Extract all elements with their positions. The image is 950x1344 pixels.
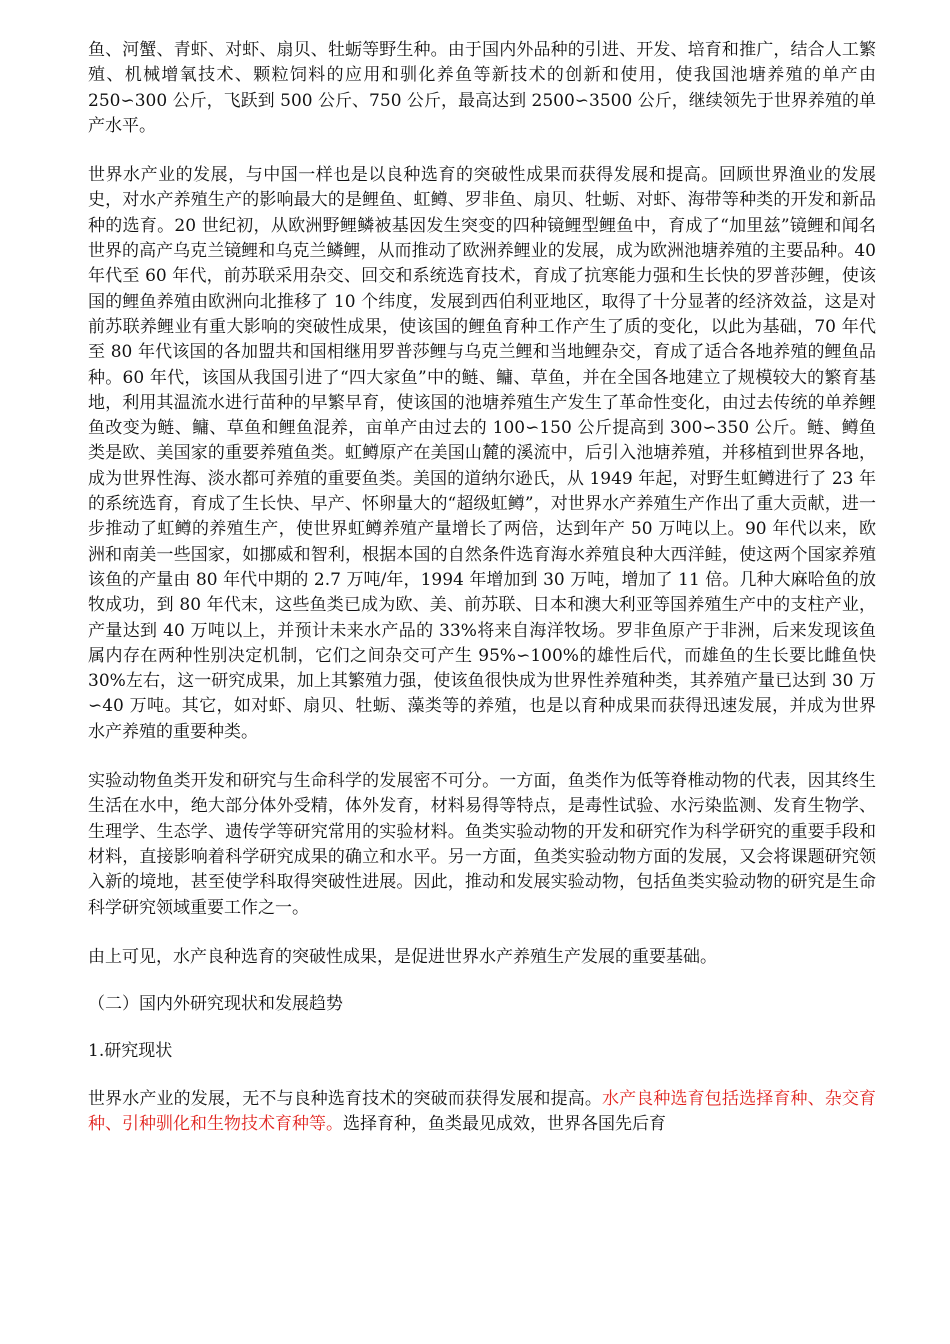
paragraph-tail-text: 选择育种，鱼类最见成效，世界各国先后育 (343, 1113, 666, 1134)
subsection-heading: 1.研究现状 (88, 1041, 173, 1062)
section-heading: （二）国内外研究现状和发展趋势 (88, 994, 343, 1015)
paragraph-research-status (88, 1087, 876, 1138)
document-page (88, 38, 876, 1161)
paragraph-conclusion: 由上可见，水产良种选育的突破性成果，是促进世界水产养殖生产发展的重要基础。 (88, 946, 717, 967)
paragraph-lab-fish: 实验动物鱼类开发和研究与生命科学的发展密不可分。一方面，鱼类作为低等脊椎动物的代表，因其终生生活在水中，绝大部分体外受精，体外发育，材料易得等特点，是毒性试验、水污染监测、发育生物学、生理学、生态学、遗传学等研究常用的实验材料。鱼类实验动物的开发和研究作为科学研究的重要手段和材料，直接影响着科学研究成果的确立和水平。另一方面，鱼类实验动物方面的发展，又会将课题研究领入新的境地，甚至使学科取得突破性进展。因此，推动和发展实验动物，包括鱼类实验动物的研究是生命科学研究领域重要工作之一。 (88, 771, 876, 918)
paragraph-world-aquaculture: 世界水产业的发展，与中国一样也是以良种选育的突破性成果而获得发展和提高。回顾世界渔业的发展史，对水产养殖生产的影响最大的是鲤鱼、虹鳟、罗非鱼、扇贝、牡蛎、对虾、海带等种类的开发和新品种的选育。20 世纪初，从欧洲野鲤鳞被基因发生突变的四种镜鲤型鲤鱼中，育成了“加里兹”镜鲤和闻名世界的高产乌克兰镜鲤和乌克兰鳞鲤，从而推动了欧洲养鲤业的发展，成为欧洲池塘养殖的主要品种。40 年代至 60 年代，前苏联采用杂交、回交和系统选育技术，育成了抗寒能力强和生长快的罗普莎鲤，使该国的鲤鱼养殖由欧洲向北推移了 10 个纬度，发展到西伯利亚地区，取得了十分显著的经济效益，这是对前苏联养鲤业有重大影响的突破性成果，使该国的鲤鱼育种工作产生了质的变化，以此为基础，70 年代至 80 年代该国的各加盟共和国相继用罗普莎鲤与乌克兰鲤和当地鲤杂交，育成了适合各地养殖的鲤鱼品种。60 年代，该国从我国引进了“四大家鱼”中的鲢、鳙、草鱼，并在全国各地建立了规模较大的繁育基地，利用其温流水进行苗种的早繁早育，使该国的池塘养殖生产发生了革命性变化，由过去传统的单养鲤鱼改变为鲢、鳙、草鱼和鲤鱼混养，亩单产由过去的 100∽150 公斤提高到 300∽350 公斤。鲢、鳟鱼类是欧、美国家的重要养殖鱼类。虹鳟原产在美国山麓的溪流中，后引入池塘养殖，并移植到世界各地，成为世界性海、淡水都可养殖的重要鱼类。美国的道纳尔逊氏，从 1949 年起，对野生虹鳟进行了 23 年的系统选育，育成了生长快、早产、怀卵量大的“超级虹鳟”，对世界水产养殖生产作出了重大贡献，进一步推动了虹鳟的养殖生产，使世界虹鳟养殖产量增长了两倍，达到年产 50 万吨以上。90 年代以来，欧洲和南美一些国家，如挪威和智利，根据本国的自然条件选育海水养殖良种大西洋鲑，使这两个国家养殖该鱼的产量由 80 年代中期的 2.7 万吨/年，1994 年增加到 30 万吨，增加了 11 倍。几种大麻哈鱼的放牧成功，到 80 年代末，这些鱼类已成为欧、美、前苏联、日本和澳大利亚等国养殖生产中的支柱产业，产量达到 40 万吨以上，并预计未来水产品的 33%将来自海洋牧场。罗非鱼原产于非洲，后来发现该鱼属内存在两种性别决定机制，它们之间杂交可产生 95%∽100%的雄性后代，而雄鱼的生长要比雌鱼快 30%左右，这一研究成果，加上其繁殖力强，使该鱼很快成为世界性养殖种类，其养殖产量已达到 30 万∽40 万吨。其它，如对虾、扇贝、牡蛎、藻类等的养殖，也是以育种成果而获得迅速发展，并成为世界水产养殖的重要种类。 (88, 165, 876, 742)
highlighted-text: 水产良种选育包括选择育种、杂交育种、引种驯化和生物技术育种等。 (88, 1088, 876, 1134)
paragraph-lead-text: 世界水产业的发展，无不与良种选育技术的突破而获得发展和提高。 (88, 1088, 602, 1109)
paragraph-domestic-breeding: 鱼、河蟹、青虾、对虾、扇贝、牡蛎等野生种。由于国内外品种的引进、开发、培育和推广，结合人工繁殖、机械增氧技术、颗粒饲料的应用和驯化养鱼等新技术的创新和使用，使我国池塘养殖的单产由 250∽300 公斤，飞跃到 500 公斤、750 公斤，最高达到 2500∽3500 公斤，继续领先于世界养殖的单产水平。 (88, 40, 876, 136)
